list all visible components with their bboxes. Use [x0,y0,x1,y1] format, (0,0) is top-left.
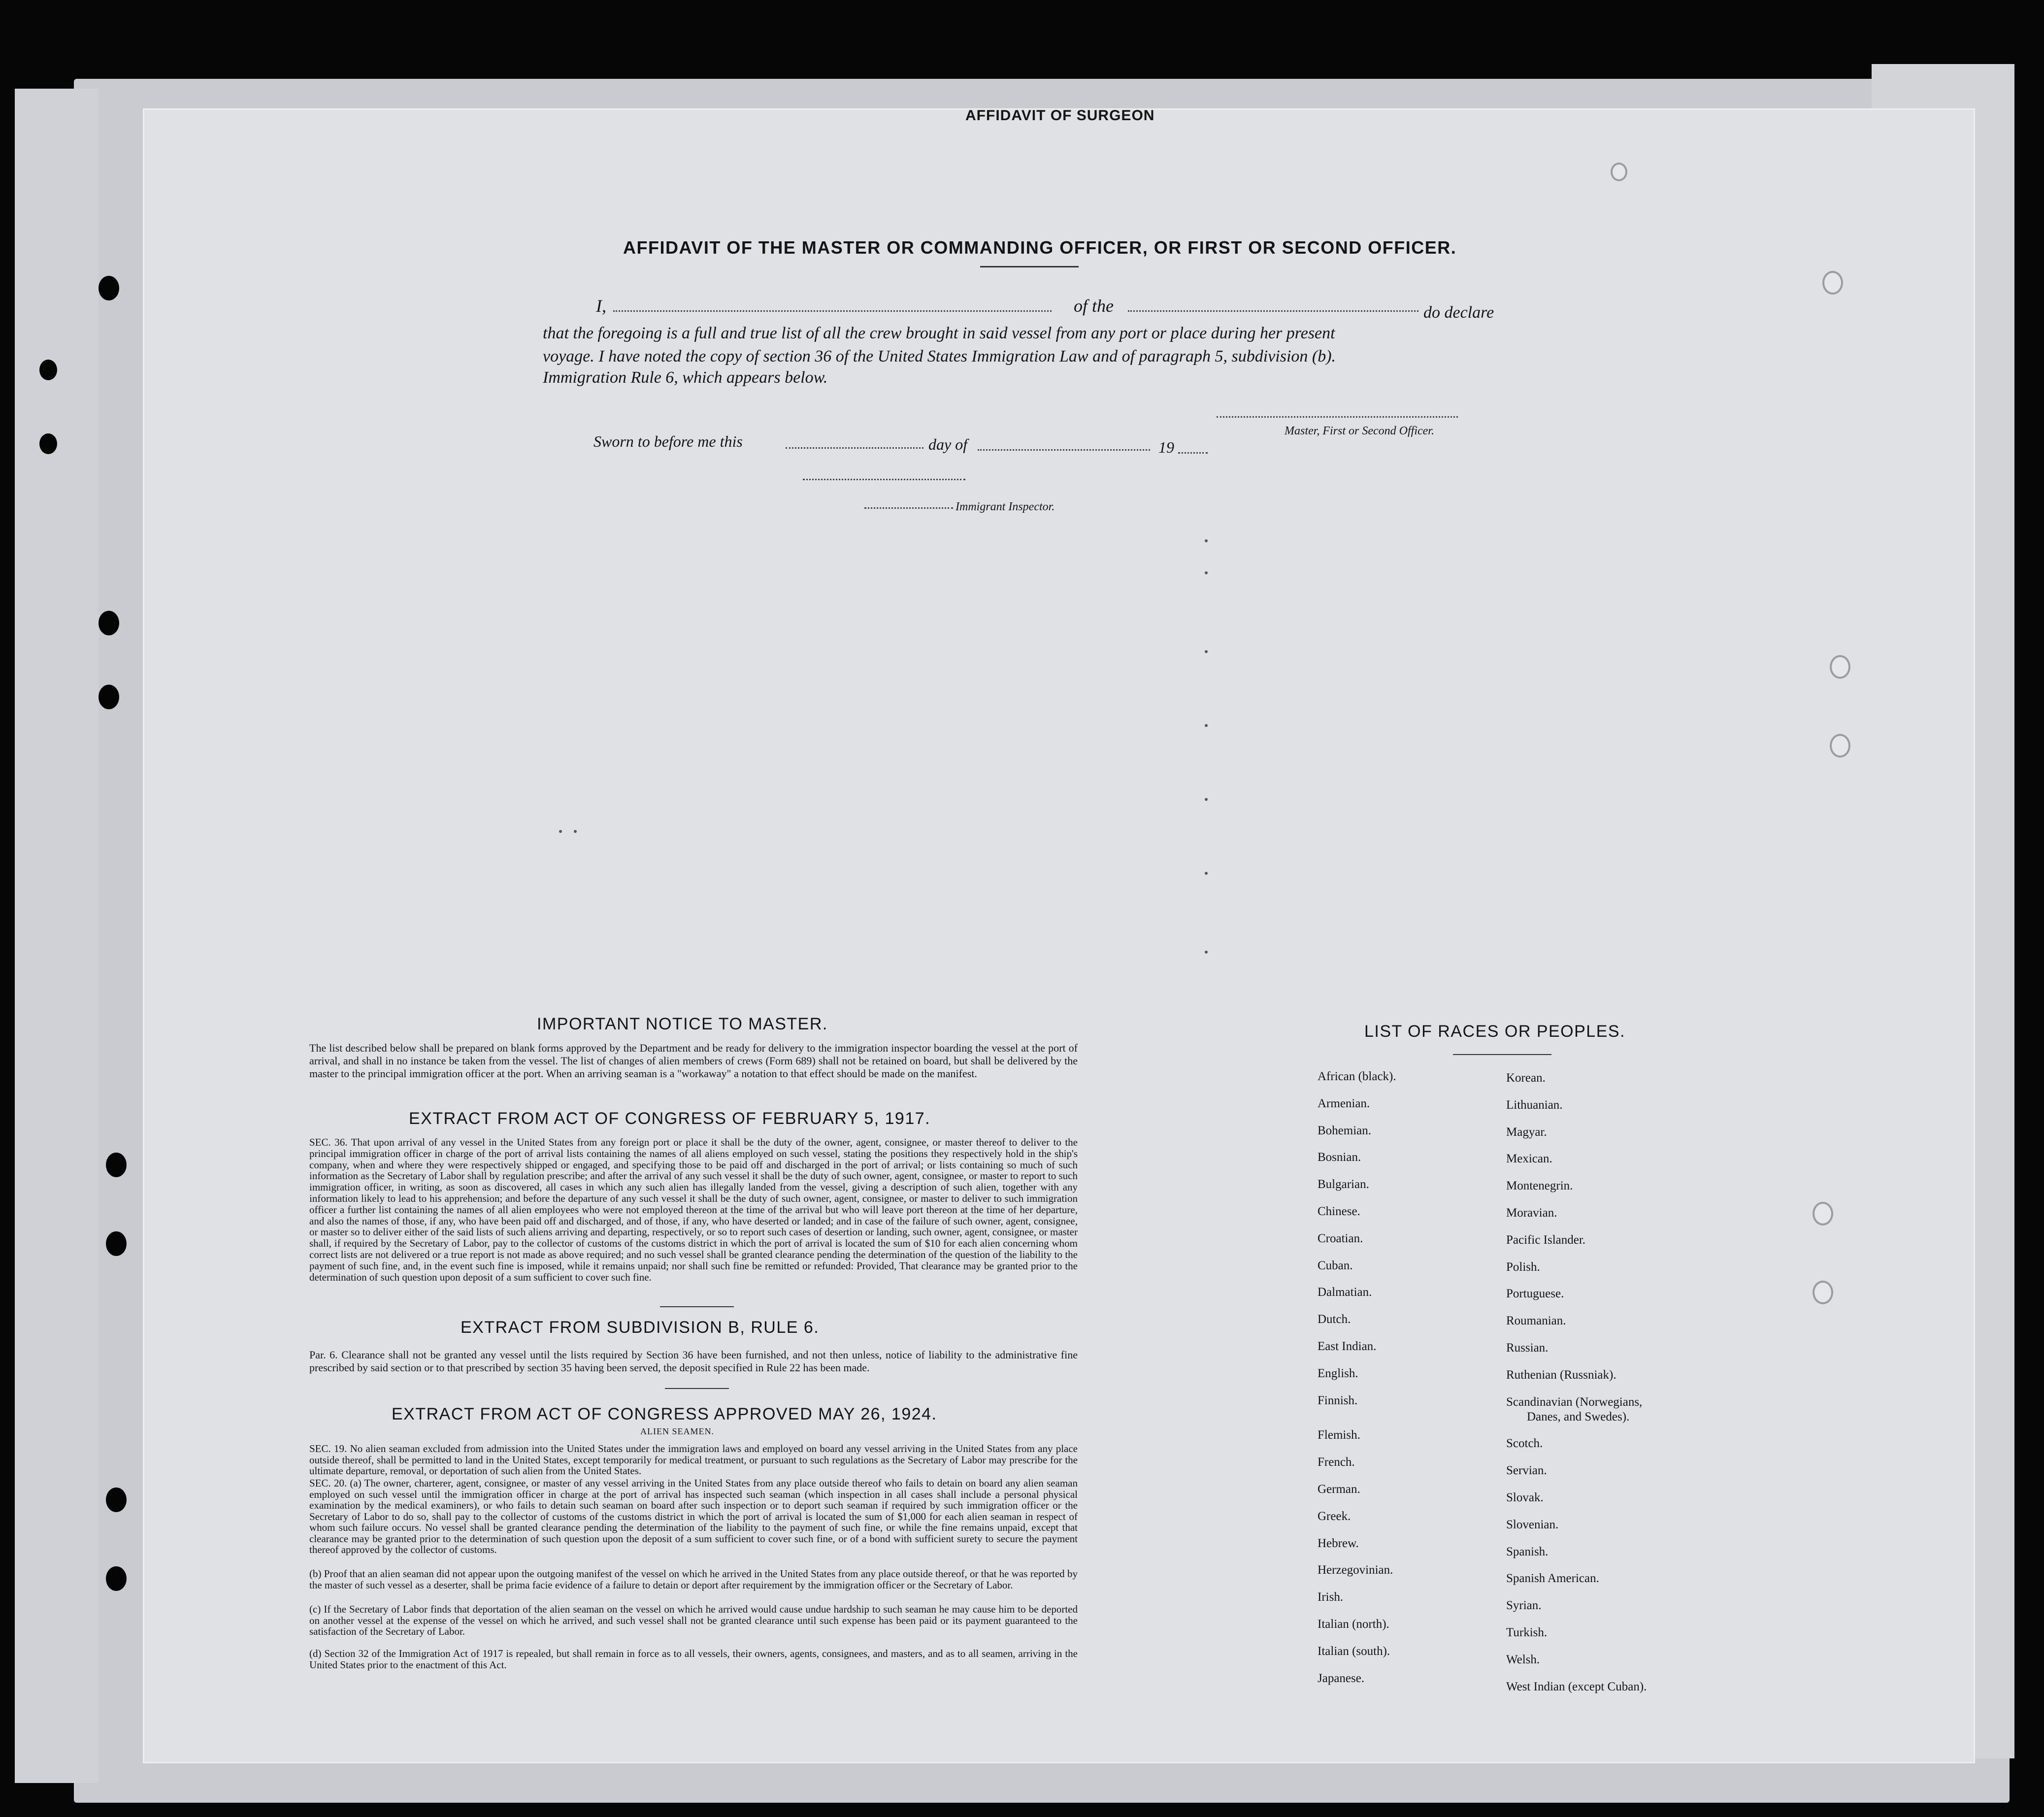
race-item: German. [1318,1483,1360,1496]
ring-mark [1822,271,1843,295]
punch-hole [99,276,119,300]
race-item: Russian. [1506,1341,1549,1354]
race-item: Turkish. [1506,1626,1548,1639]
ring-mark [1830,655,1850,679]
punch-hole [39,433,57,454]
race-item: Greek. [1318,1509,1351,1523]
inspector-line [803,479,965,480]
divider [660,1306,734,1307]
affidavit-line1-mid: of the [1074,296,1114,316]
race-item: Portuguese. [1506,1287,1564,1301]
month-blank [978,449,1150,451]
extract-1924-p5: (d) Section 32 of the Immigration Act of 1917 is repealed, but shall remain in force as to all vessels, their owners, agents, consignees, and masters, and as to all seamen, arriving in the United States prior to the enactment of this Act. [309,1648,1078,1671]
race-item: French. [1318,1455,1355,1469]
extract-1924-subtitle: ALIEN SEAMEN. [640,1426,714,1436]
race-item: Italian (south). [1318,1644,1390,1658]
race-item: Hebrew. [1318,1536,1359,1550]
extract-1924-p1: SEC. 19. No alien seaman excluded from admission into the United States under the immigration laws and employed on board any vessel arriving in the United States from any place outside thereof, shall be permitted to land in the United States, except temporarily for medical treatment, or pursuant to such regulations as the Secretary of Labor may prescribe for the ultimate departure, removal, or deportation of such alien from the United States. [309,1443,1078,1477]
dot-mark [1205,951,1208,954]
signature-label: Master, First or Second Officer. [1285,425,1434,437]
affidavit-line1-end: do declare [1423,303,1494,322]
race-item: Slovenian. [1506,1518,1559,1531]
name-blank [613,310,1052,312]
race-item: Pacific Islander. [1506,1233,1586,1247]
inspector-line-short [864,507,953,509]
affidavit-line2: that the foregoing is a full and true list of all the crew brought in said vessel from any port or place during her present [543,324,1335,342]
year-prefix: 19 [1158,438,1174,456]
inspector-label: Immigrant Inspector. [956,500,1055,513]
race-item: Lithuanian. [1506,1098,1563,1112]
dot-mark [1205,724,1208,727]
affidavit-line3: voyage. I have noted the copy of section 36 of the United States Immigration Law and of paragraph 5, subdivision (b). [543,347,1336,365]
page-header: AFFIDAVIT OF SURGEON [965,107,1155,124]
race-item: Bosnian. [1318,1151,1361,1164]
race-item: Slovak. [1506,1491,1544,1504]
race-item: Finnish. [1318,1393,1358,1407]
year-blank [1178,452,1208,454]
race-item: Irish. [1318,1590,1344,1604]
ring-mark [1830,734,1850,758]
dot-mark [1205,571,1208,574]
vessel-blank [1128,310,1418,312]
race-item: Danes, and Swedes). [1527,1410,1630,1423]
race-item: Italian (north). [1318,1618,1389,1631]
extract-1924-p4: (c) If the Secretary of Labor finds that deportation of the alien seaman on the vessel on which he arrived would cause undue hardship to such seaman he may cause him to be deported on another vessel at the expense of the vessel on which he arrived, and such vessel shall not be granted clearance until such expense has been paid or its payment guaranteed to the satisfaction of the Secretary of Labor. [309,1603,1078,1637]
race-item: Armenian. [1318,1096,1370,1110]
ring-mark [1813,1202,1833,1225]
extract-1917-body: SEC. 36. That upon arrival of any vessel in the United States from any foreign port or place it shall be the duty of the owner, agent, consignee, or master thereof to deliver to the principal immigration officer in charge of the port of arrival lists containing the names of all aliens employed on such vessel, stating the positions they respectively hold in the ship's company, when and where they were respectively shipped or engaged, and specifying those to be paid off and discharged in the port of arrival; or lists containing so much of such information as the Secretary of Labor shall by regulation prescribe; and after the arrival of any such vessel it shall be the duty of such owner, agent, consignee, or master to report to such immigration officer, in writing, as soon as discovered, all cases in which any such alien has illegally landed from the vessel, giving a description of such alien, together with any information likely to lead to his apprehension; and before the departure of any such vessel it shall be the duty of such owner, agent, consignee, or master to deliver to such immigration officer a further list containing the names of all alien employees who were not employed thereon at the time of the arrival but who will leave port thereon at the time of her departure, and also the names of those, if any, who have been paid off and discharged, and of those, if any, who have deserted or landed; and in case of the failure of such owner, agent, consignee, or master so to deliver either of the said lists of such aliens arriving and departing, respectively, or so to report such cases of desertion or landing, such owner, agent, consignee, or master shall, if required by the Secretary of Labor, pay to the collector of customs of the customs district in which the port of arrival is located the sum of $10 for each alien concerning whom correct lists are not delivered or a true report is not made as above required; and no such vessel shall be granted clearance pending the determination of the question of the liability to the payment of such fine, and, in the event such fine is imposed, while it remains unpaid; nor shall such fine be remitted or refunded: Provided, That clearance may be granted prior to the determination of such question upon deposit of a sum sufficient to cover such fine. [309,1136,1078,1283]
race-item: English. [1318,1366,1358,1380]
race-item: Bohemian. [1318,1123,1372,1137]
race-item: East Indian. [1318,1340,1377,1353]
race-item: Servian. [1506,1464,1547,1478]
race-item: Chinese. [1318,1205,1360,1218]
divider [1453,1054,1551,1055]
sworn-text: Sworn to before me this [593,432,743,450]
extract-1917-title: EXTRACT FROM ACT OF CONGRESS OF FEBRUARY 5, 1917. [409,1109,931,1128]
sworn-day-blank [786,447,923,449]
race-item: Moravian. [1506,1206,1557,1220]
extract-1924-p2: SEC. 20. (a) The owner, charterer, agent, consignee, or master of any vessel arriving in the United States from any place outside thereof who fails to detain on board any alien seaman employed on such vessel until the immigration officer in charge at the port of arrival has inspected such seaman (which inspection in all cases shall include a personal physical examination by the medical examiners), or who fails to detain such seaman on board after such inspection or to deport such seaman if required by such immigration officer or the Secretary of Labor to do so, shall pay to the collector of customs of the customs district in which the port of arrival is located the sum of $1,000 for each alien seaman in respect of whom such failure occurs. No vessel shall be granted clearance pending the determination of the liability to the payment of such fine, or while the fine remains unpaid, except that clearance may be granted prior to the determination of such question upon the deposit of a sum sufficient to cover such fine, or of a bond with sufficient surety to secure the payment thereof approved by the collector of customs. [309,1477,1078,1555]
race-item: Dutch. [1318,1313,1351,1326]
dot-mark [559,830,562,833]
race-item: Cuban. [1318,1258,1353,1272]
race-item: Polish. [1506,1260,1540,1274]
race-item: Dalmatian. [1318,1286,1372,1299]
race-item: Bulgarian. [1318,1178,1369,1191]
race-item: Scotch. [1506,1437,1543,1451]
race-item: West Indian (except Cuban). [1506,1680,1647,1693]
dot-mark [574,830,577,833]
race-item: Welsh. [1506,1652,1540,1666]
punch-hole [106,1231,127,1256]
race-item: Scandinavian (Norwegians, [1506,1395,1643,1409]
ring-mark [1611,163,1627,181]
race-item: Croatian. [1318,1231,1363,1245]
dot-mark [1205,872,1208,875]
subdivision-body: Par. 6. Clearance shall not be granted any vessel until the lists required by Section 36 have been furnished, and not then unless, notice of liability to the administrative fine prescribed by said section or to that prescribed by section 35 having been served, the deposit specified in Rule 22 has been made. [309,1349,1078,1374]
race-item: Syrian. [1506,1599,1542,1613]
punch-hole [106,1487,127,1512]
race-item: Herzegovinian. [1318,1563,1393,1577]
affidavit-title: AFFIDAVIT OF THE MASTER OR COMMANDING OFFICER, OR FIRST OR SECOND OFFICER. [623,237,1457,258]
race-item: Korean. [1506,1071,1546,1085]
punch-hole [106,1566,127,1591]
race-item: Spanish. [1506,1545,1549,1558]
extract-1924-title: EXTRACT FROM ACT OF CONGRESS APPROVED MAY 26, 1924. [392,1405,937,1423]
punch-hole [106,1153,127,1177]
races-title: LIST OF RACES OR PEOPLES. [1364,1022,1626,1041]
race-item: Flemish. [1318,1428,1360,1442]
notice-title: IMPORTANT NOTICE TO MASTER. [537,1015,828,1033]
back-sheet-edge [15,89,99,1783]
dot-mark [1205,798,1208,801]
notice-body: The list described below shall be prepared on blank forms approved by the Department and be ready for delivery to the immigration inspector boarding the vessel at the port of arrival, and shall in no instance be taken from the vessel. The list of changes of alien members of crews (Form 689) shall not be retained on board, but shall be delivered by the master to the principal immigration officer at the port. When an arriving seaman is a "workaway" a notation to that effect should be made on the manifest. [309,1042,1078,1080]
punch-hole [99,611,119,635]
race-item: Mexican. [1506,1152,1552,1166]
divider [665,1388,729,1389]
punch-hole [39,360,57,380]
affidavit-line4: Immigration Rule 6, which appears below. [543,368,828,387]
dot-mark [1205,650,1208,653]
race-item: Roumanian. [1506,1314,1566,1328]
signature-line [1217,416,1458,418]
divider [980,266,1079,267]
subdivision-title: EXTRACT FROM SUBDIVISION B, RULE 6. [461,1318,820,1337]
race-item: African (black). [1318,1070,1396,1083]
punch-hole [99,685,119,709]
ring-mark [1813,1281,1833,1304]
extract-1924-p3: (b) Proof that an alien seaman did not appear upon the outgoing manifest of the vessel on which he arrived in the United States from any place outside thereof, or that he was reported by the master of such vessel as a deserter, shall be prima facie evidence of a failure to detain or deport after requirement by the immigration officer or the Secretary of Labor. [309,1568,1078,1591]
race-item: Spanish American. [1506,1572,1599,1586]
dot-mark [1205,539,1208,542]
race-item: Ruthenian (Russniak). [1506,1368,1616,1382]
race-item: Magyar. [1506,1125,1547,1139]
race-item: Japanese. [1318,1671,1365,1685]
day-of-text: day of [928,435,968,453]
affidavit-line1-start: I, [596,296,606,316]
race-item: Montenegrin. [1506,1179,1573,1193]
